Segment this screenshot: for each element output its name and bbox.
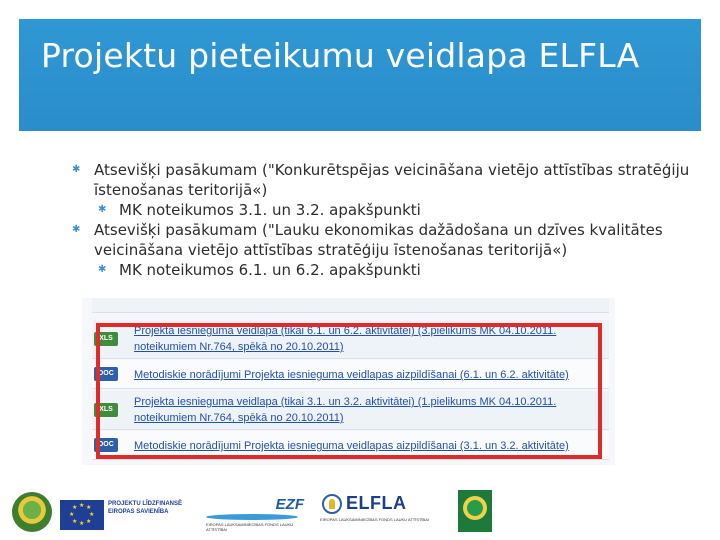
bullet-text: Atsevišķi pasākumam ("Lauku ekonomikas dažādošana un dzīves kvalitātes veicināšana vietējo attīstības stratēģiju īstenošanas teritorijā«) <box>94 221 663 259</box>
bullet-text: Atsevišķi pasākumam ("Konkurētspējas veicināšana vietējo attīstības stratēģiju īstenošanas teritorijā«) <box>94 161 690 199</box>
elfla-emblem-icon <box>322 494 342 514</box>
bullet-list <box>72 160 692 280</box>
leader-seal-logo <box>12 492 52 532</box>
eu-cofinance-text: PROJEKTU LĪDZFINANSĒ EIROPAS SAVIENĪBA <box>108 501 183 515</box>
leader-program-logo <box>458 490 492 532</box>
document-link[interactable]: Projekta iesnieguma veidlapa (tikai 6.1. un 6.2. aktivitātei) (3.pielikums MK 04.10.2011. <box>134 325 557 337</box>
document-link[interactable]: Metodiskie norādījumi Projekta iesnieguma veidlapas aizpildīšanai (3.1. un 3.2. aktivitāte) <box>134 440 569 452</box>
document-link[interactable]: Metodiskie norādījumi Projekta iesnieguma veidlapas aizpildīšanai (6.1. un 6.2. aktivitāte) <box>134 369 569 381</box>
slide-title: Projektu pieteikumu veidlapa ELFLA <box>41 36 640 75</box>
document-link[interactable]: noteikumiem Nr.764, spēkā no 20.10.2011) <box>134 341 344 353</box>
excel-file-icon: XLS <box>94 332 118 346</box>
ezf-swoosh-icon <box>206 514 298 520</box>
bullet-item <box>72 160 692 200</box>
elfla-logo <box>320 492 458 532</box>
sub-bullet-text: MK noteikumos 6.1. un 6.2. apakšpunkti <box>119 261 421 279</box>
bullet-asterisk-icon: ✱ <box>72 164 81 175</box>
excel-file-icon: XLS <box>94 403 118 417</box>
eu-flag-logo: ★ ★ ★ ★ ★ ★ ★ ★ <box>60 500 104 530</box>
document-link[interactable]: noteikumiem Nr.764, spēkā no 20.10.2011) <box>134 412 344 424</box>
highlight-frame <box>96 323 602 459</box>
bullet-asterisk-icon: ✱ <box>98 264 107 275</box>
word-file-icon: DOC <box>94 367 118 381</box>
document-link[interactable]: Projekta iesnieguma veidlapa (tikai 3.1. un 3.2. aktivitātei) (1.pielikums MK 04.10.2011. <box>134 396 557 408</box>
elfla-wordmark: ELFLA <box>346 493 407 513</box>
sub-bullet-item <box>72 260 692 280</box>
ezf-subtitle: EIROPAS LAUKSAIMNIECĪBAS FONDS LAUKU ATTĪSTĪBAI <box>206 522 294 532</box>
bullet-item <box>72 220 692 260</box>
ezf-logo <box>206 496 308 532</box>
word-file-icon: DOC <box>94 438 118 452</box>
bullet-asterisk-icon: ✱ <box>72 224 81 235</box>
elfla-subtitle: EIROPAS LAUKSAIMNIECĪBAS FONDS LAUKU ATTĪSTĪBAI <box>320 517 429 522</box>
sub-bullet-item <box>72 200 692 220</box>
bullet-asterisk-icon: ✱ <box>98 204 107 215</box>
list-item-partial <box>92 298 609 313</box>
ezf-wordmark: EZF <box>275 496 304 513</box>
sponsor-logos <box>0 488 720 540</box>
sub-bullet-text: MK noteikumos 3.1. un 3.2. apakšpunkti <box>119 201 421 219</box>
